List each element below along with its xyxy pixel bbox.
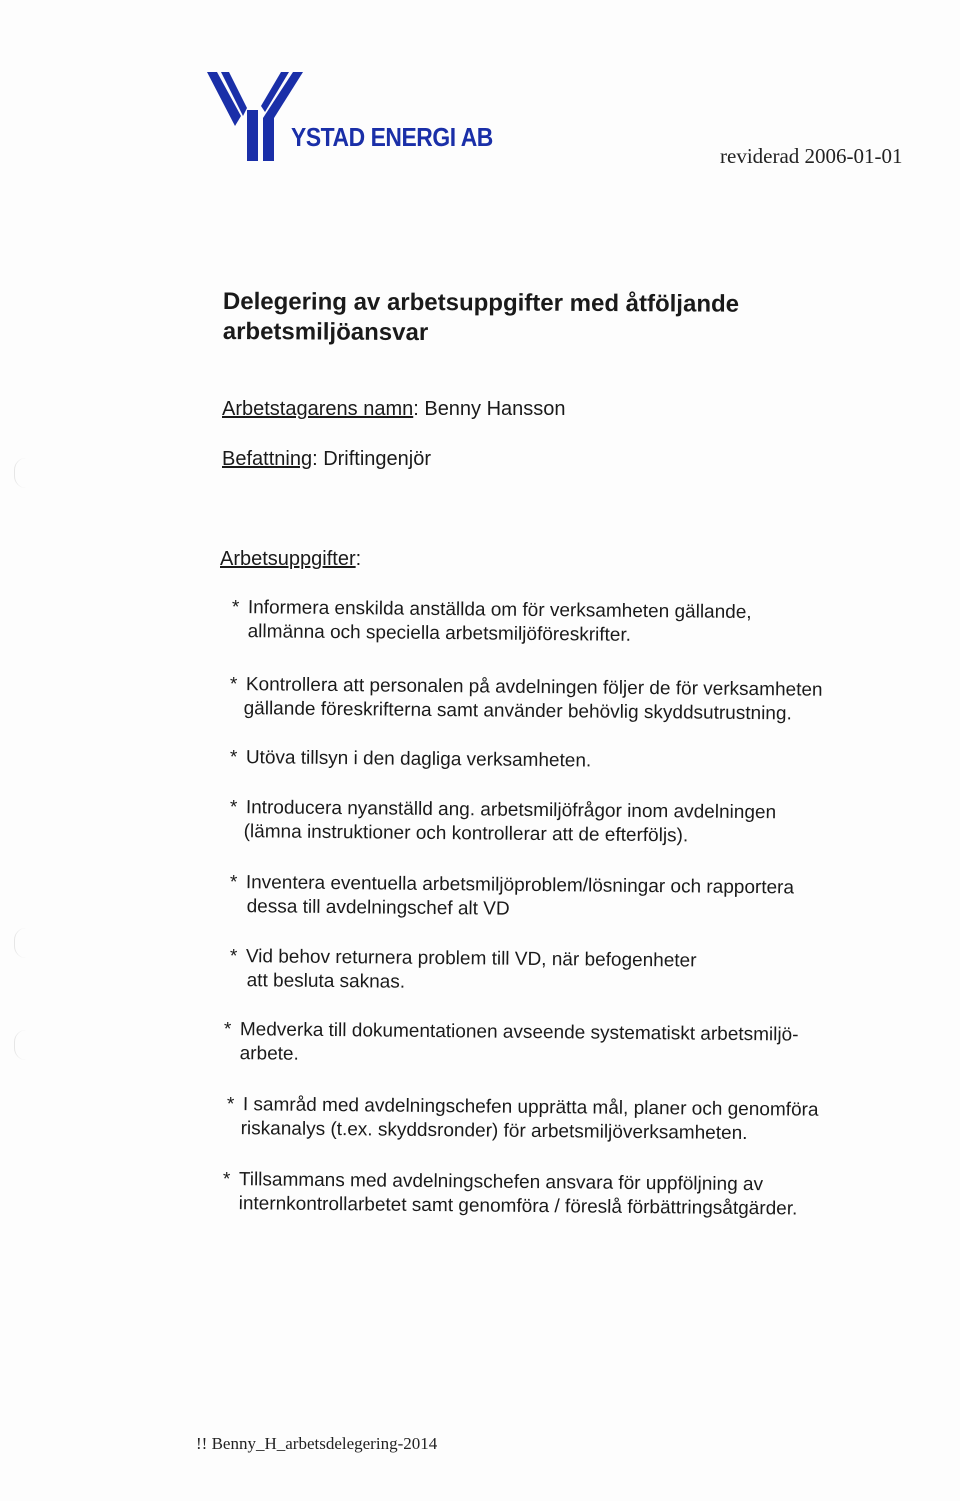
ystad-energi-logo-icon (205, 68, 305, 163)
task-bullet: * (229, 871, 238, 894)
task-line-2: allmänna och speciella arbetsmiljöföreskrifter. (247, 621, 632, 646)
company-logo (205, 68, 505, 163)
task-line-2: internkontrollarbetet samt genomföra / föreslå förbättringsåtgärder. (238, 1193, 798, 1220)
task-line-1: Introducera nyanställd ang. arbetsmiljöfrågor inom avdelningen (245, 797, 777, 824)
task-line-1: Inventera eventuella arbetsmiljöproblem/lösningar och rapportera (245, 872, 795, 899)
task-item (223, 1168, 798, 1222)
task-line-1: Informera enskilda anställda om för verksamheten gällande, (247, 597, 752, 623)
scan-margin-mark (14, 928, 33, 958)
task-item (230, 673, 823, 727)
task-item (227, 1093, 819, 1147)
position-field (222, 448, 431, 471)
revision-date: reviderad 2006-01-01 (720, 144, 903, 168)
task-bullet: * (229, 673, 238, 696)
task-line-2: riskanalys (t.ex. skyddsronder) för arbetsmiljöverksamheten. (240, 1118, 748, 1144)
task-bullet: * (229, 746, 238, 769)
task-item (224, 1018, 799, 1072)
task-line-2: (lämna instruktioner och kontrollerar att de efterföljs). (243, 821, 689, 847)
task-line-1: Tillsammans med avdelningschefen ansvara för uppföljning av (238, 1169, 764, 1196)
task-item (230, 871, 795, 924)
footer-filename: !! Benny_H_arbetsdelegering-2014 (196, 1434, 438, 1453)
tasks-heading (220, 548, 361, 571)
task-line-2: att besluta saknas. (246, 970, 406, 993)
document-title (223, 287, 823, 350)
position-label: Befattning (222, 448, 313, 470)
tasks-label: Arbetsuppgifter (220, 548, 356, 570)
task-line-2: gällande föreskrifterna samt använder behövlig skyddsutrustning. (243, 698, 792, 725)
task-item (232, 596, 752, 649)
task-line-1: Kontrollera att personalen på avdelningen följer de för verksamheten (245, 674, 823, 701)
task-item (230, 945, 697, 997)
employee-name-field (222, 398, 566, 421)
task-item (230, 796, 777, 849)
employee-name-label: Arbetstagarens namn (222, 398, 414, 420)
title-line-2: arbetsmiljöansvar (222, 317, 429, 347)
task-bullet: * (229, 796, 238, 819)
tasks-colon: : (355, 548, 362, 570)
task-line-1: Medverka till dokumentationen avseende systematiskt arbetsmiljö- (239, 1019, 799, 1046)
task-bullet: * (231, 596, 240, 619)
task-line-2: dessa till avdelningschef alt VD (246, 896, 510, 920)
logo-text: YSTAD ENERGI AB (291, 122, 493, 152)
scan-margin-mark (14, 458, 33, 488)
task-bullet: * (222, 1169, 231, 1191)
task-item (230, 746, 592, 773)
task-line-2: arbete. (239, 1043, 299, 1065)
task-bullet: * (226, 1094, 235, 1116)
scan-margin-mark (14, 1030, 33, 1060)
position-value: : Driftingenjör (312, 448, 432, 470)
task-bullet: * (229, 945, 238, 968)
task-bullet: * (223, 1018, 232, 1041)
task-line-1: Utöva tillsyn i den dagliga verksamheten. (245, 747, 592, 772)
title-line-1: Delegering av arbetsuppgifter med åtföljande (222, 288, 740, 318)
task-line-1: I samråd med avdelningschefen upprätta mål, planer och genomföra (242, 1094, 819, 1121)
task-line-1: Vid behov returnera problem till VD, när befogenheter (245, 946, 697, 972)
employee-name-value: : Benny Hansson (413, 398, 566, 420)
